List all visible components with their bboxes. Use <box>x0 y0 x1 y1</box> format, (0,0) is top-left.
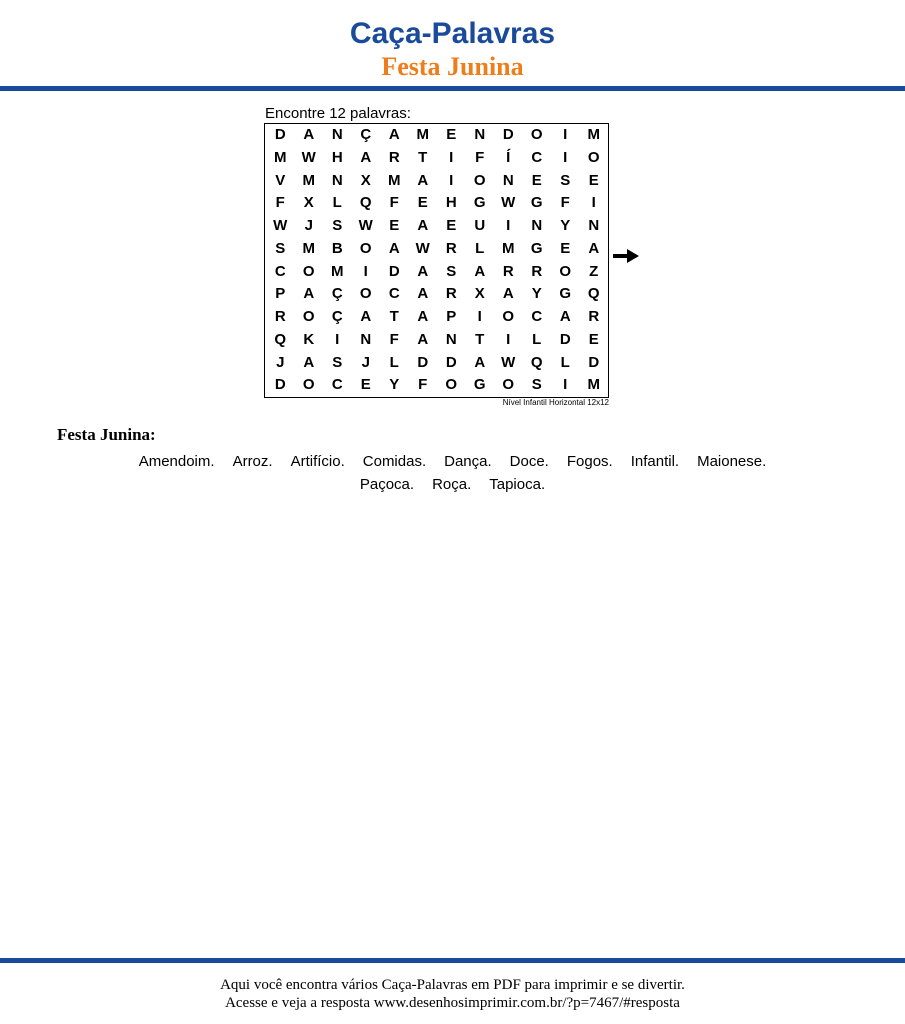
grid-row <box>265 238 608 261</box>
grid-cell: M <box>302 239 315 257</box>
grid-cell: N <box>588 217 600 234</box>
grid-cell: N <box>445 330 457 348</box>
grid-cell: Ç <box>331 285 343 303</box>
grid-cell: Í <box>506 148 511 166</box>
grid-row <box>265 352 608 375</box>
grid-cell: I <box>449 171 454 189</box>
arrow-right-icon <box>612 248 640 264</box>
grid-cell: Q <box>530 353 543 371</box>
grid-cell: O <box>359 285 372 303</box>
grid-cell: C <box>531 308 543 325</box>
grid-cell: M <box>502 239 515 257</box>
grid-cell: L <box>560 353 570 371</box>
grid-cell: Y <box>531 285 542 303</box>
grid-cell: D <box>274 126 286 143</box>
grid-cell: P <box>275 285 286 303</box>
grid-cell: A <box>417 330 429 348</box>
wordlist-item: Tapioca. <box>489 476 546 493</box>
grid-cell: F <box>275 194 285 212</box>
grid-cell: O <box>502 308 515 325</box>
wordlist-item: Arroz. <box>232 453 273 470</box>
grid-cell: R <box>445 285 457 303</box>
grid-cell: C <box>531 148 543 166</box>
grid-cell: N <box>531 217 543 234</box>
grid-cell: L <box>332 194 342 212</box>
grid-cell: O <box>587 148 600 166</box>
wordlist-item: Roça. <box>432 476 472 493</box>
grid-cell: D <box>502 126 514 143</box>
grid-cell: D <box>388 262 400 280</box>
grid-cell: O <box>359 239 372 257</box>
grid-cell: F <box>389 194 399 212</box>
grid-cell: I <box>506 330 511 348</box>
grid-cell: S <box>531 376 542 394</box>
grid-row <box>265 283 608 306</box>
grid-cell: D <box>445 353 457 371</box>
grid-cell: R <box>445 239 457 257</box>
level-caption: Nível Infantil Horizontal 12x12 <box>502 398 609 407</box>
grid-row <box>265 306 608 329</box>
grid-cell: Y <box>560 217 571 234</box>
wordlist-line-2 <box>0 476 905 494</box>
grid-cell: A <box>303 353 315 371</box>
grid-cell: X <box>303 194 314 212</box>
grid-cell: A <box>417 285 429 303</box>
grid-cell: G <box>473 376 486 394</box>
grid-cell: M <box>416 126 429 143</box>
grid-cell: D <box>274 376 286 394</box>
grid-cell: M <box>587 126 600 143</box>
grid-cell: A <box>417 171 429 189</box>
grid-cell: E <box>588 330 599 348</box>
grid-cell: A <box>588 239 600 257</box>
grid-cell: O <box>473 171 486 189</box>
grid-cell: J <box>304 217 313 234</box>
grid-cell: S <box>332 353 343 371</box>
grid-cell: Ç <box>331 308 343 325</box>
grid-cell: F <box>560 194 570 212</box>
grid-cell: O <box>530 126 543 143</box>
grid-cell: O <box>445 376 458 394</box>
grid-cell: A <box>303 126 315 143</box>
grid-cell: D <box>588 353 600 371</box>
grid-cell: S <box>332 217 343 234</box>
grid-cell: G <box>530 194 543 212</box>
grid-cell: W <box>301 148 316 166</box>
grid-cell: A <box>417 308 429 325</box>
grid-row <box>265 261 608 284</box>
grid-cell: L <box>389 353 399 371</box>
grid-cell: T <box>389 308 399 325</box>
grid-cell: Q <box>274 330 287 348</box>
grid-cell: J <box>276 353 285 371</box>
grid-cell: I <box>506 217 511 234</box>
grid-cell: W <box>501 194 516 212</box>
grid-cell: N <box>502 171 514 189</box>
wordlist-line-1 <box>0 453 905 471</box>
grid-cell: G <box>559 285 572 303</box>
puzzle-instruction: Encontre 12 palavras: <box>265 105 411 122</box>
grid-cell: Y <box>389 376 400 394</box>
grid-cell: W <box>358 217 373 234</box>
grid-cell: N <box>474 126 486 143</box>
wordlist-heading: Festa Junina: <box>57 425 156 444</box>
wordlist-item: Fogos. <box>566 453 613 470</box>
grid-cell: I <box>477 308 482 325</box>
grid-cell: E <box>446 126 457 143</box>
top-divider <box>0 86 905 91</box>
grid-cell: Q <box>359 194 372 212</box>
grid-cell: I <box>363 262 368 280</box>
grid-cell: E <box>560 239 571 257</box>
grid-row <box>265 170 608 193</box>
grid-cell: R <box>531 262 543 280</box>
grid-cell: C <box>331 376 343 394</box>
grid-cell: A <box>388 239 400 257</box>
word-search-grid <box>264 123 609 398</box>
grid-cell: E <box>389 217 400 234</box>
wordlist-item: Artifício. <box>290 453 345 470</box>
grid-cell: P <box>446 308 457 325</box>
grid-cell: C <box>388 285 400 303</box>
grid-cell: I <box>449 148 454 166</box>
grid-cell: M <box>388 171 401 189</box>
grid-cell: E <box>531 171 542 189</box>
grid-cell: Z <box>589 262 599 280</box>
grid-cell: A <box>360 308 372 325</box>
grid-cell: A <box>360 148 372 166</box>
grid-cell: E <box>446 217 457 234</box>
grid-cell: M <box>274 148 287 166</box>
wordlist-item: Maionese. <box>697 453 767 470</box>
grid-cell: J <box>361 353 370 371</box>
grid-cell: A <box>474 353 486 371</box>
grid-row <box>265 374 608 397</box>
grid-cell: A <box>417 217 429 234</box>
grid-cell: L <box>475 239 485 257</box>
grid-row <box>265 215 608 238</box>
wordlist-item: Paçoca. <box>359 476 415 493</box>
grid-cell: H <box>331 148 343 166</box>
grid-cell: X <box>474 285 485 303</box>
wordlist-item: Doce. <box>509 453 549 470</box>
grid-cell: A <box>417 262 429 280</box>
grid-cell: N <box>360 330 372 348</box>
grid-cell: L <box>532 330 542 348</box>
grid-cell: S <box>446 262 457 280</box>
grid-row <box>265 147 608 170</box>
grid-cell: R <box>274 308 286 325</box>
footer-link-text: Acesse e veja a resposta www.desenhosimprimir.com.br/?p=7467/#resposta <box>225 995 680 1011</box>
wordlist-item: Comidas. <box>362 453 427 470</box>
grid-cell: O <box>302 308 315 325</box>
wordlist-item: Amendoim. <box>138 453 215 470</box>
grid-cell: U <box>474 217 486 234</box>
grid-cell: A <box>388 126 400 143</box>
grid-cell: S <box>560 171 571 189</box>
grid-row <box>265 329 608 352</box>
grid-cell: B <box>331 239 343 257</box>
grid-cell: F <box>475 148 485 166</box>
grid-cell: G <box>530 239 543 257</box>
grid-cell: A <box>502 285 514 303</box>
grid-cell: O <box>559 262 572 280</box>
wordlist-item: Infantil. <box>630 453 680 470</box>
grid-cell: R <box>588 308 600 325</box>
grid-cell: V <box>275 171 286 189</box>
grid-cell: R <box>388 148 400 166</box>
grid-cell: F <box>389 330 399 348</box>
page-subtitle: Festa Junina <box>381 52 524 81</box>
grid-cell: G <box>473 194 486 212</box>
footer-text: Aqui você encontra vários Caça-Palavras em PDF para imprimir e se divertir. <box>220 977 685 993</box>
grid-cell: O <box>302 262 315 280</box>
grid-cell: I <box>563 148 568 166</box>
grid-cell: E <box>417 194 428 212</box>
grid-cell: A <box>474 262 486 280</box>
bottom-divider <box>0 958 905 963</box>
grid-cell: I <box>335 330 340 348</box>
grid-cell: I <box>563 126 568 143</box>
grid-cell: S <box>275 239 286 257</box>
grid-cell: F <box>418 376 428 394</box>
grid-cell: T <box>418 148 428 166</box>
grid-cell: Q <box>587 285 600 303</box>
grid-cell: E <box>360 376 371 394</box>
grid-cell: T <box>475 330 485 348</box>
grid-cell: D <box>559 330 571 348</box>
page-title: Caça-Palavras <box>349 17 556 50</box>
grid-cell: O <box>502 376 515 394</box>
grid-cell: R <box>502 262 514 280</box>
grid-cell: Ç <box>360 126 372 143</box>
grid-row <box>265 192 608 215</box>
grid-row <box>265 124 608 147</box>
grid-cell: M <box>587 376 600 394</box>
grid-cell: W <box>415 239 430 257</box>
grid-cell: C <box>274 262 286 280</box>
grid-cell: A <box>559 308 571 325</box>
grid-cell: K <box>303 330 315 348</box>
grid-cell: H <box>445 194 457 212</box>
grid-cell: W <box>273 217 288 234</box>
grid-cell: M <box>331 262 344 280</box>
grid-cell: I <box>563 376 568 394</box>
grid-cell: E <box>588 171 599 189</box>
grid-cell: N <box>331 171 343 189</box>
grid-cell: A <box>303 285 315 303</box>
grid-cell: N <box>331 126 343 143</box>
grid-cell: I <box>591 194 596 212</box>
grid-cell: M <box>302 171 315 189</box>
grid-cell: W <box>501 353 516 371</box>
wordlist-item: Dança. <box>444 453 492 470</box>
grid-cell: X <box>360 171 371 189</box>
grid-cell: D <box>417 353 429 371</box>
grid-cell: O <box>302 376 315 394</box>
